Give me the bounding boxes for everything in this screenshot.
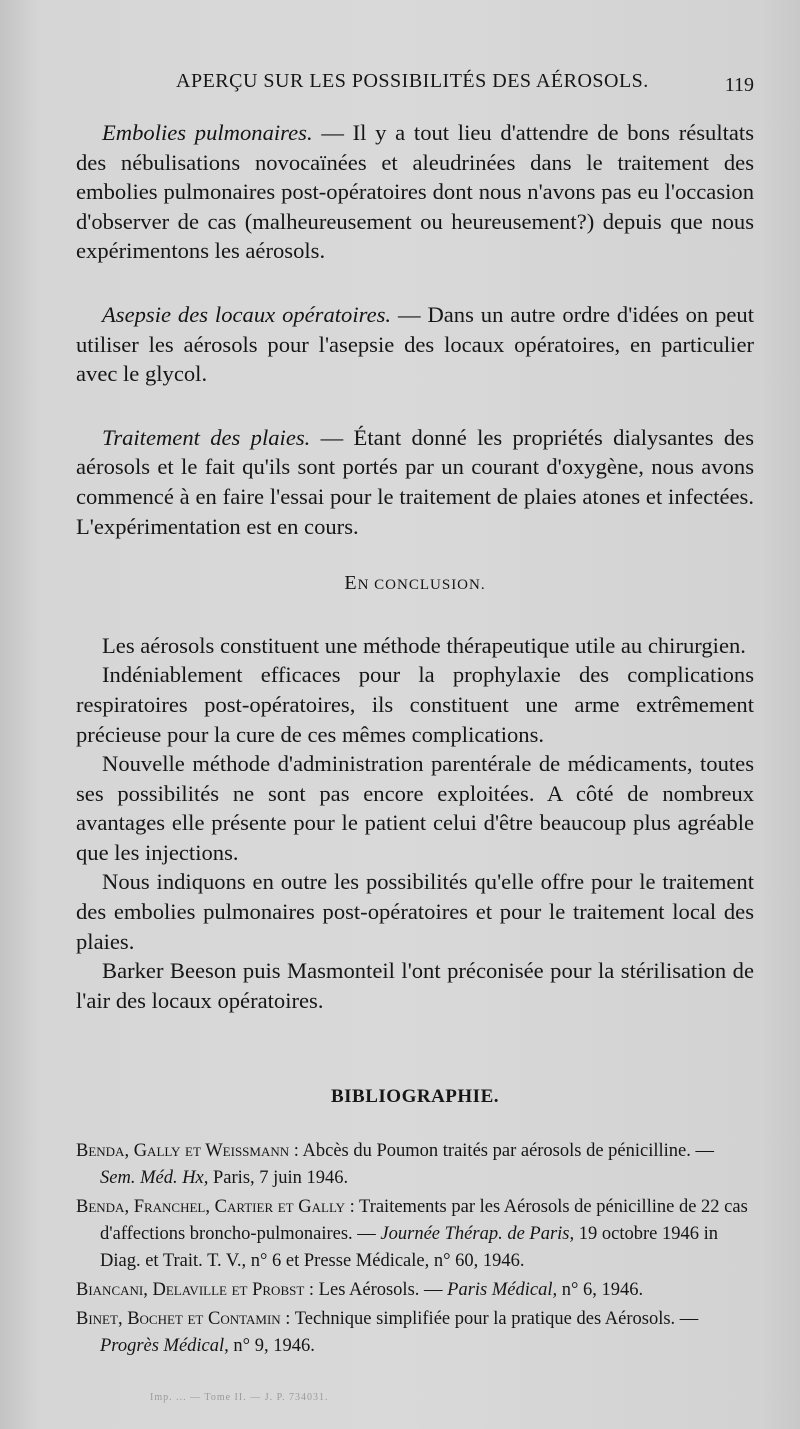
ref-authors: Benda, Franchel, Cartier et Gally [76, 1197, 345, 1217]
ref-title: : Abcès du Poumon traités par aérosols de pénicilline. — [289, 1141, 715, 1161]
conclusion-paragraph: Les aérosols constituent une méthode thérapeutique utile au chirurgien. [102, 632, 746, 658]
bibliography-list [76, 1138, 754, 1362]
ref-journal: Journée Thérap. de Paris, [380, 1224, 575, 1244]
section-heading: Traitement des plaies. [102, 424, 311, 450]
ref-authors: Binet, Bochet et Contamin [76, 1309, 281, 1329]
section-embolies [76, 118, 754, 266]
ref-journal: Progrès Médical, [100, 1336, 229, 1356]
bibliography-entry [76, 1306, 754, 1360]
section-text: — Il y a tout lieu d'attendre de bons résultats des nébulisations novocaïnées et aleudrinées dans le traitement des embolies pulmonaires post-opératoires dont nous n'avons pas eu l'occasion d'observer de cas (malheureusement ou heureusement?) depuis que nous expérimentons les aérosols. [76, 120, 754, 264]
ref-journal: Paris Médical, [447, 1280, 558, 1300]
ref-authors: Biancani, Delaville et Probst [76, 1280, 305, 1300]
bibliography-entry [76, 1138, 754, 1192]
conclusion-paragraph: Barker Beeson puis Masmonteil l'ont préconisée pour la stérilisation de l'air des locaux opératoires. [76, 958, 754, 1013]
section-asepsie [76, 300, 754, 389]
main-text [76, 118, 754, 1015]
conclusion-heading-initial: E [344, 572, 358, 595]
ref-details: Paris, 7 juin 1946. [208, 1168, 349, 1188]
section-text: — Dans un autre ordre d'idées on peut utiliser les aérosols pour l'asepsie des locaux opératoires, en particulier avec le glycol. [76, 301, 755, 387]
section-plaies [76, 423, 754, 541]
printer-mark: Imp. ... — Tome II. — J. P. 734031. [150, 1392, 329, 1403]
conclusion-heading-rest: N CONCLUSION. [357, 577, 486, 594]
section-text: — Étant donné les propriétés dialysantes des aérosols et le fait qu'ils sont portés par un courant d'oxygène, nous avons commencé à en faire l'essai pour le traitement de plaies atones et infectées. L'expérimentation est en cours. [76, 424, 754, 539]
bibliography-entry [76, 1277, 754, 1304]
bibliography-entry [76, 1194, 754, 1275]
ref-title: : Traitements par les Aérosols de pénicilline de 22 cas d'affections broncho-pulmonaires. — [100, 1197, 748, 1244]
conclusion-paragraph: Nouvelle méthode d'administration parentérale de médicaments, toutes ses possibilités ne sont pas encore exploitées. A côté de nombreux avantages elle présente pour le patient celui d'être beaucoup plus agréable que les injections. [76, 751, 754, 865]
conclusion-paragraph: Indéniablement efficaces pour la prophylaxie des complications respiratoires post-opératoires, ils constituent une arme extrêmement précieuse pour la cure de ces mêmes complications. [76, 662, 754, 747]
ref-details: 19 octobre 1946 in Diag. et Trait. T. V., n° 6 et Presse Médicale, n° 60, 1946. [100, 1224, 719, 1271]
ref-details: n° 6, 1946. [557, 1280, 644, 1300]
page-header [76, 70, 754, 104]
conclusion-paragraph: Nous indiquons en outre les possibilités qu'elle offre pour le traitement des embolies pulmonaires post-opératoires et pour le traitement local des plaies. [76, 869, 754, 954]
section-heading: Embolies pulmonaires. [102, 120, 313, 145]
ref-authors: Benda, Gally et Weissmann [76, 1141, 290, 1161]
running-title: APERÇU SUR LES POSSIBILITÉS DES AÉROSOLS. [176, 70, 649, 92]
ref-details: n° 9, 1946. [228, 1336, 315, 1356]
ref-title: : Les Aérosols. — [304, 1280, 448, 1300]
section-heading: Asepsie des locaux opératoires. [102, 301, 392, 327]
page-number: 119 [724, 74, 754, 96]
ref-journal: Sem. Méd. Hx, [100, 1168, 209, 1188]
conclusion-heading [76, 569, 754, 601]
bibliography-heading: BIBLIOGRAPHIE. [330, 1086, 499, 1107]
ref-title: : Technique simplifiée pour la pratique des Aérosols. — [280, 1309, 699, 1329]
